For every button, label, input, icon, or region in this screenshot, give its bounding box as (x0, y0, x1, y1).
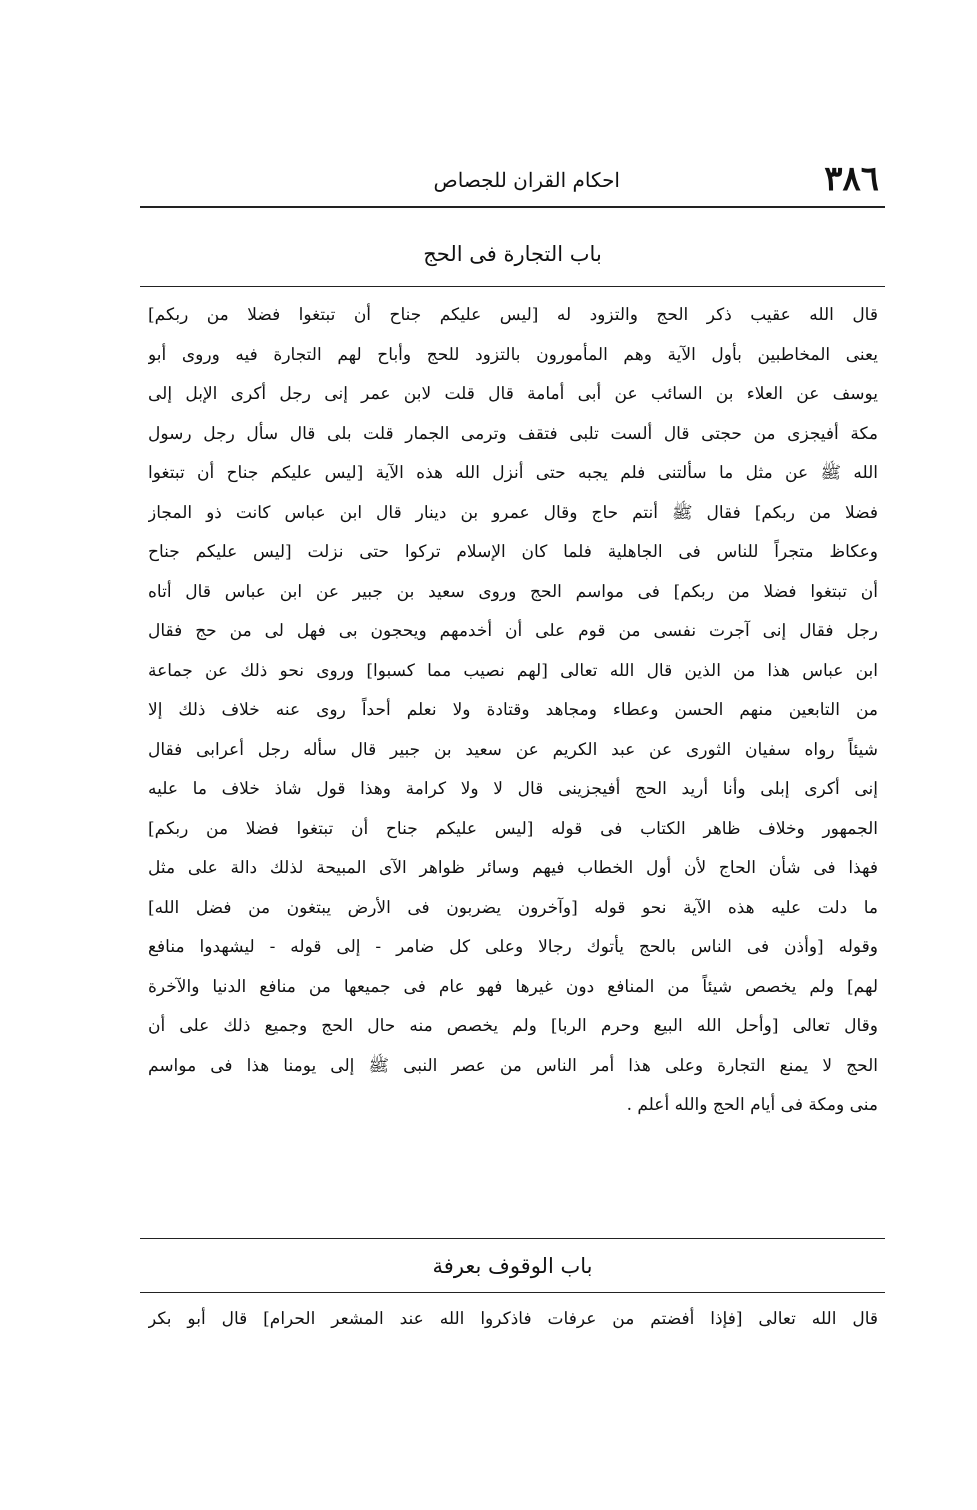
text-line: رجل فقال إنى آجرت نفسى من قوم على أن أخدمهم ويحجون بى فهل لى من حج فقال (148, 621, 878, 641)
page-number: ٣٨٦ (824, 159, 879, 199)
text-line: قال الله تعالى [فإذا أفضتم من عرفات فاذكروا الله عند المشعر الحرام] قال أبو بكر (148, 1309, 878, 1329)
text-line: إنى أكرى إبلى وأنا أريد الحج أفيجزينى قال لا ولا كرامة وهذا قول شاذ خلاف ما عليه (148, 779, 878, 799)
text-line: فهذا فى شأن الحاج لأن أول الخطاب فيهم وسائر ظواهر الآى المبيحة لذلك دالة على مثل (148, 858, 878, 878)
text-line: من التابعين منهم الحسن وعطاء ومجاهد وقتادة ولا نعلم أحداً روى عنه خلاف ذلك إلا (148, 700, 878, 720)
running-header (140, 158, 885, 204)
text-line: وقال تعالى [وأحل الله البيع وحرم الربا] ولم يخصص منه حال الحج وجميع ذلك على أن (148, 1016, 878, 1036)
text-line: وعكاظ متجراً للناس فى الجاهلية فلما كان الإسلام تركوا حتى نزلت [ليس عليكم جناح (148, 542, 878, 562)
section-rule (140, 286, 885, 287)
section-heading-standing-at-arafah: باب الوقوف بعرفة (432, 1254, 593, 1278)
text-line: وقوله [وأذن فى الناس بالحج يأتوك رجالا وعلى كل ضامر - إلى قوله - ليشهدوا منافع (148, 937, 878, 957)
text-line: منى ومكة فى أيام الحج والله أعلم . (626, 1095, 878, 1115)
section-body-trade-in-hajj (148, 296, 878, 1126)
text-line: ابن عباس هذا من الذين قال الله تعالى [لهم نصيب مما كسبوا] وروى نحو ذلك عن جماعة (148, 660, 878, 681)
section-rule (140, 1292, 885, 1293)
text-line: الله ﷺ عن مثل ما سألتنى فلم يجبه حتى أنزل الله هذه الآية [ليس عليكم جناح أن تبتغوا (148, 463, 878, 483)
text-line: مكة أفيجزى من حجتى قال ألست تلبى فتقف وترمى الجمار قلت بلى قال سأل رجل رسول (148, 423, 878, 444)
text-line: ما دلت عليه هذه الآية نحو قوله [وآخرون يضربون فى الأرض يبتغون من فضل الله] (148, 897, 878, 918)
book-title: احكام القران للجصاص (433, 168, 620, 192)
text-line: الحج لا يمنع التجارة وعلى هذا أمر الناس من عصر النبى ﷺ إلى يومنا هذا فى مواسم (148, 1055, 878, 1076)
section-heading-trade-in-hajj: باب التجارة فى الحج (423, 242, 602, 266)
text-line: لهم] ولم يخصص شيئاً من المنافع دون غيرها فهو عام فى جميعها من منافع الدنيا والآخرة (148, 976, 878, 997)
text-line: يعنى المخاطبين بأول الآية وهم المأمورون بالتزود للحج وأباح لهم التجارة فيه وروى أبو (148, 344, 878, 365)
section-rule (140, 1238, 885, 1239)
text-line: فضلا من ربكم] فقال ﷺ أنتم حاج وقال عمرو بن دينار قال ابن عباس كانت ذو المجاز (148, 502, 878, 523)
text-line: شيئاً رواه سفيان الثورى عن عبد الكريم عن سعيد بن جبير قال سأله رجل أعرابى فقال (148, 739, 878, 760)
header-rule (140, 206, 885, 208)
text-line: قال الله عقيب ذكر الحج والتزود له [ليس عليكم جناح أن تبتغوا فضلا من ربكم] (148, 305, 878, 325)
section-body-standing-at-arafah (148, 1300, 878, 1340)
text-line: أن تبتغوا فضلا من ربكم] فى مواسم الحج وروى سعيد بن جبير عن ابن عباس قال أتاه (148, 581, 878, 602)
text-line: يوسف عن العلاء بن السائب عن أبى أمامة قال قلت لابن عمر إنى رجل أكرى الإبل إلى (148, 384, 878, 404)
text-line: الجمهور وخلاف ظاهر الكتاب فى قوله [ليس عليكم جناح أن تبتغوا فضلا من ربكم] (148, 818, 878, 839)
